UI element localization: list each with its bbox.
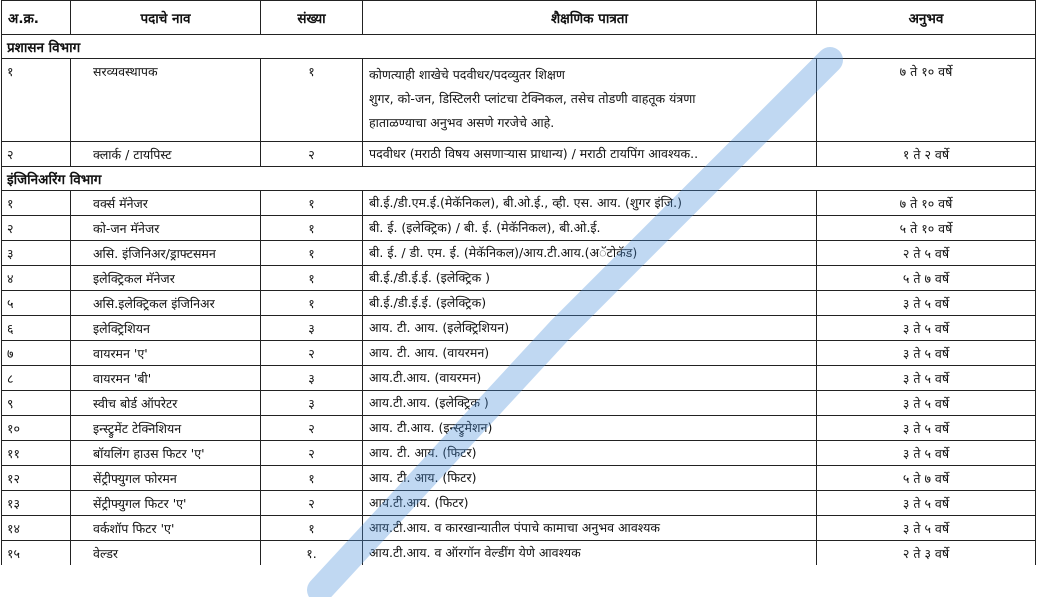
cell-post: वायरमन 'ए' — [71, 341, 261, 366]
cell-experience: ३ ते ५ वर्षे — [817, 366, 1036, 391]
header-post: पदाचे नाव — [71, 1, 261, 35]
cell-count: १ — [261, 191, 363, 216]
qualification-line: हाताळण्याचा अनुभव असणे गरजेचे आहे. — [369, 115, 555, 130]
cell-count: २ — [261, 142, 363, 167]
qualification-line: आय. टी. आय. (वायरमन) — [369, 345, 490, 360]
cell-post: इलेक्ट्रिकल मॅनेजर — [71, 266, 261, 291]
cell-post: असि. इंजिनिअर/ड्राफ्टसमन — [71, 241, 261, 266]
cell-post: वेल्डर — [71, 541, 261, 566]
cell-serial: ८ — [2, 366, 71, 391]
table-row — [2, 391, 1036, 416]
cell-experience: ५ ते ७ वर्षे — [817, 466, 1036, 491]
table-row — [2, 191, 1036, 216]
cell-count: १ — [261, 466, 363, 491]
cell-serial: ११ — [2, 441, 71, 466]
header-experience: अनुभव — [817, 1, 1036, 35]
cell-post: को-जन मॅनेजर — [71, 216, 261, 241]
table-row — [2, 316, 1036, 341]
section-row — [2, 167, 1036, 191]
qualification-line: बी.ई./डी.ई.ई. (इलेक्ट्रिक ) — [369, 270, 491, 285]
table-row — [2, 416, 1036, 441]
table-row — [2, 441, 1036, 466]
table-row — [2, 366, 1036, 391]
table-row — [2, 142, 1036, 167]
cell-serial: ७ — [2, 341, 71, 366]
cell-post: वायरमन 'बी' — [71, 366, 261, 391]
cell-serial: १३ — [2, 491, 71, 516]
cell-qualification — [363, 241, 817, 266]
cell-post: क्लार्क / टायपिस्ट — [71, 142, 261, 167]
cell-serial: ५ — [2, 291, 71, 316]
header-row — [2, 1, 1036, 35]
cell-qualification — [363, 416, 817, 441]
cell-experience: ३ ते ५ वर्षे — [817, 291, 1036, 316]
cell-experience: ५ ते ७ वर्षे — [817, 266, 1036, 291]
section-title: प्रशासन विभाग — [2, 35, 1036, 59]
cell-post: असि.इलेक्ट्रिकल इंजिनिअर — [71, 291, 261, 316]
cell-qualification — [363, 316, 817, 341]
cell-count: १ — [261, 216, 363, 241]
cell-post: वर्क्स मॅनेजर — [71, 191, 261, 216]
cell-qualification — [363, 142, 817, 167]
cell-post: सरव्यवस्थापक — [71, 59, 261, 142]
recruitment-table — [1, 0, 1036, 565]
cell-qualification — [363, 441, 817, 466]
cell-serial: १५ — [2, 541, 71, 566]
cell-experience: ३ ते ५ वर्षे — [817, 391, 1036, 416]
table-body — [2, 35, 1036, 566]
cell-serial: १४ — [2, 516, 71, 541]
table-row — [2, 491, 1036, 516]
cell-qualification — [363, 291, 817, 316]
table-row — [2, 216, 1036, 241]
cell-post: सेंट्रीफ्युगल फिटर 'ए' — [71, 491, 261, 516]
table-row — [2, 541, 1036, 566]
cell-qualification — [363, 191, 817, 216]
cell-qualification — [363, 516, 817, 541]
qualification-line: आय.टी.आय. (वायरमन) — [369, 370, 482, 385]
qualification-line: आय.टी.आय. (फिटर) — [369, 495, 469, 510]
qualification-line: कोणत्याही शाखेचे पदवीधर/पदव्युतर शिक्षण — [369, 67, 565, 82]
table-row — [2, 59, 1036, 142]
qualification-line: आय. टी.आय. (इन्स्ट्रुमेशन) — [369, 420, 493, 435]
qualification-line: आय. टी. आय. (फिटर) — [369, 445, 477, 460]
cell-experience: ३ ते ५ वर्षे — [817, 441, 1036, 466]
table-row — [2, 341, 1036, 366]
cell-post: वर्कशॉप फिटर 'ए' — [71, 516, 261, 541]
cell-count: १. — [261, 541, 363, 566]
cell-serial: ६ — [2, 316, 71, 341]
qualification-line: बी. ई. / डी. एम. ई. (मेकॅनिकल)/आय.टी.आय.(अॅटोकॅड) — [369, 245, 638, 260]
cell-post: बॉयलिंग हाउस फिटर 'ए' — [71, 441, 261, 466]
cell-count: २ — [261, 491, 363, 516]
cell-serial: २ — [2, 142, 71, 167]
cell-count: १ — [261, 266, 363, 291]
cell-qualification — [363, 491, 817, 516]
cell-post: इन्स्ट्रुमेंट टेक्निशियन — [71, 416, 261, 441]
cell-experience: ३ ते ५ वर्षे — [817, 516, 1036, 541]
cell-experience: ३ ते ५ वर्षे — [817, 316, 1036, 341]
table-row — [2, 266, 1036, 291]
cell-post: इलेक्ट्रिशियन — [71, 316, 261, 341]
section-title: इंजिनिअरिंग विभाग — [2, 167, 1036, 191]
cell-count: २ — [261, 441, 363, 466]
header-count: संख्या — [261, 1, 363, 35]
qualification-line: आय.टी.आय. व ऑरगॉन वेल्डींग येणे आवश्यक — [369, 545, 581, 560]
cell-count: २ — [261, 416, 363, 441]
cell-qualification — [363, 216, 817, 241]
cell-post: स्वीच बोर्ड ऑपरेटर — [71, 391, 261, 416]
cell-count: ३ — [261, 391, 363, 416]
cell-serial: ४ — [2, 266, 71, 291]
cell-experience: ३ ते ५ वर्षे — [817, 491, 1036, 516]
cell-post: सेंट्रीफ्युगल फोरमन — [71, 466, 261, 491]
cell-qualification — [363, 541, 817, 566]
qualification-line: पदवीधर (मराठी विषय असणाऱ्यास प्राधान्य) / मराठी टायपिंग आवश्यक.. — [369, 146, 699, 161]
cell-count: ३ — [261, 316, 363, 341]
cell-serial: १ — [2, 59, 71, 142]
cell-serial: १० — [2, 416, 71, 441]
cell-serial: ९ — [2, 391, 71, 416]
qualification-line: आय. टी. आय. (इलेक्ट्रिशियन) — [369, 320, 510, 335]
table-row — [2, 291, 1036, 316]
cell-experience: ७ ते १० वर्षे — [817, 59, 1036, 142]
table-row — [2, 466, 1036, 491]
cell-serial: १२ — [2, 466, 71, 491]
qualification-line: शुगर, को-जन, डिस्टिलरी प्लांटचा टेक्निकल, तसेच तोडणी वाहतूक यंत्रणा — [369, 91, 696, 106]
cell-serial: १ — [2, 191, 71, 216]
table-row — [2, 516, 1036, 541]
qualification-line: बी.ई./डी.ई.ई. (इलेक्ट्रिक) — [369, 295, 487, 310]
cell-qualification — [363, 391, 817, 416]
cell-count: १ — [261, 241, 363, 266]
cell-serial: ३ — [2, 241, 71, 266]
table-row — [2, 241, 1036, 266]
cell-experience: २ ते ३ वर्षे — [817, 541, 1036, 566]
cell-qualification — [363, 266, 817, 291]
cell-count: ३ — [261, 366, 363, 391]
cell-count: १ — [261, 291, 363, 316]
header-qualification: शैक्षणिक पात्रता — [363, 1, 817, 35]
cell-experience: ५ ते १० वर्षे — [817, 216, 1036, 241]
cell-experience: २ ते ५ वर्षे — [817, 241, 1036, 266]
qualification-line: आय. टी. आय. (फिटर) — [369, 470, 477, 485]
cell-serial: २ — [2, 216, 71, 241]
section-row — [2, 35, 1036, 59]
qualification-line: आय.टी.आय. व कारखान्यातील पंपाचे कामाचा अनुभव आवश्यक — [369, 520, 660, 535]
cell-qualification — [363, 341, 817, 366]
cell-count: १ — [261, 516, 363, 541]
cell-qualification — [363, 59, 817, 142]
cell-count: १ — [261, 59, 363, 142]
qualification-line: बी.ई./डी.एम.ई.(मेकॅनिकल), बी.ओ.ई., व्ही. एस. आय. (शुगर इंजि.) — [369, 195, 682, 210]
cell-experience: ३ ते ५ वर्षे — [817, 341, 1036, 366]
cell-experience: १ ते २ वर्षे — [817, 142, 1036, 167]
qualification-line: बी. ई. (इलेक्ट्रिक) / बी. ई. (मेकॅनिकल), बी.ओ.ई. — [369, 220, 601, 235]
cell-count: २ — [261, 341, 363, 366]
qualification-line: आय.टी.आय. (इलेक्ट्रिक ) — [369, 395, 489, 410]
cell-experience: ७ ते १० वर्षे — [817, 191, 1036, 216]
cell-experience: ३ ते ५ वर्षे — [817, 416, 1036, 441]
cell-qualification — [363, 366, 817, 391]
header-serial: अ.क्र. — [2, 1, 71, 35]
cell-qualification — [363, 466, 817, 491]
